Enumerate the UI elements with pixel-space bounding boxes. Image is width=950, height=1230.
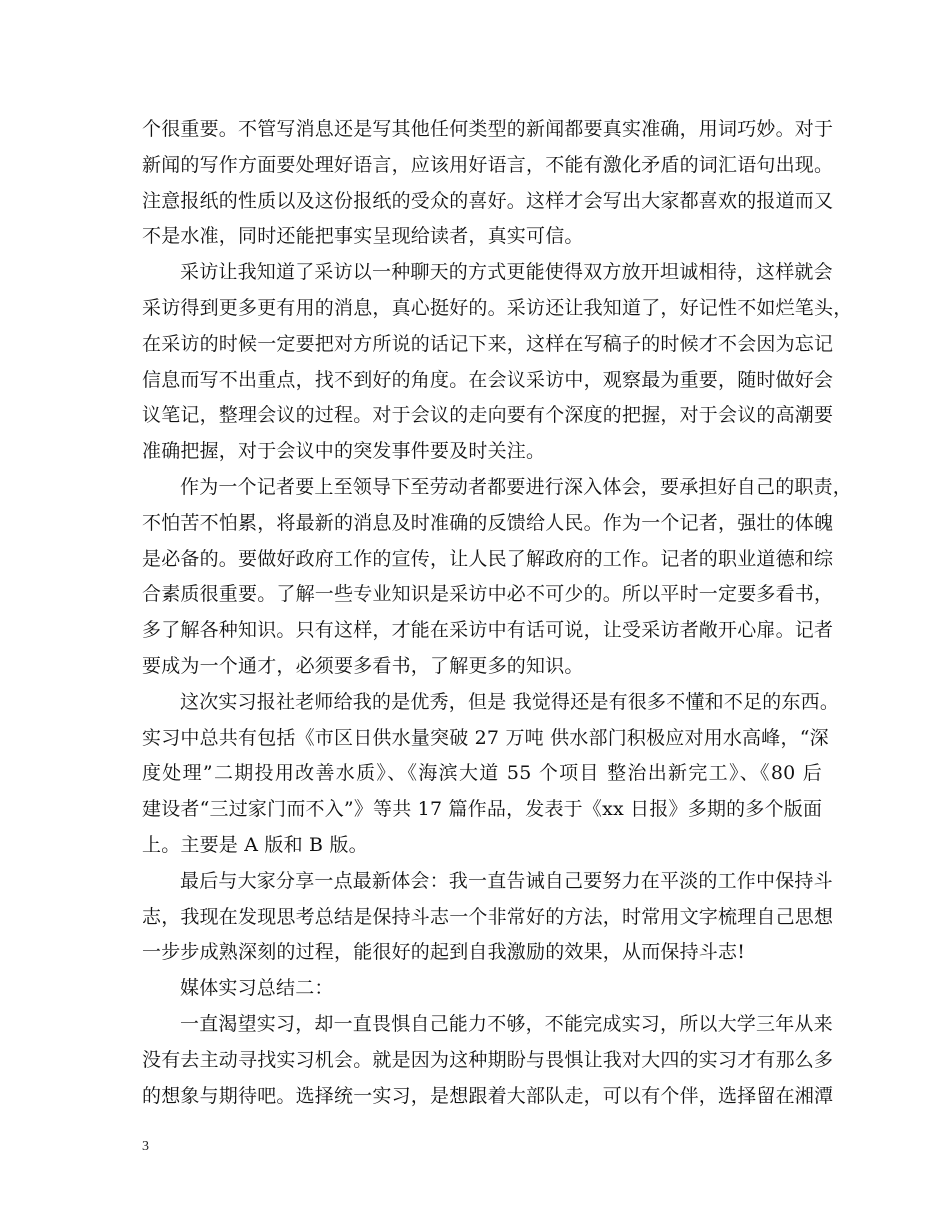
text-line: 志，我现在发现思考总结是保持斗志一个非常好的方法，时常用文字梳理自己思想 bbox=[142, 905, 834, 928]
text-line: 准确把握，对于会议中的突发事件要及时关注。 bbox=[142, 440, 546, 463]
text-line: 建设者“三过家门而不入”》等共 17 篇作品，发表于《xx 日报》多期的多个版面 bbox=[142, 798, 823, 821]
document-body bbox=[142, 112, 853, 1114]
paragraph-first-line: 最后与大家分享一点最新体会：我一直告诫自己要努力在平淡的工作中保持斗 bbox=[180, 869, 833, 892]
paragraph-first-line: 作为一个记者要上至领导下至劳动者都要进行深入体会，要承担好自己的职责， bbox=[180, 475, 853, 498]
paragraph-first-line: 这次实习报社老师给我的是优秀，但是 我觉得还是有很多不懂和不足的东西。 bbox=[180, 690, 840, 713]
text-line: 度处理”二期投用改善水质》、《海滨大道 55 个项目 整治出新完工》、《80 后 bbox=[142, 762, 822, 785]
text-line: 采访得到更多更有用的消息，真心挺好的。采访还让我知道了，好记性不如烂笔头， bbox=[142, 296, 853, 319]
section-heading: 媒体实习总结二： bbox=[180, 977, 334, 1000]
text-line: 合素质很重要。了解一些专业知识是采访中必不可少的。所以平时一定要多看书， bbox=[142, 583, 834, 606]
text-line: 要成为一个通才，必须要多看书，了解更多的知识。 bbox=[142, 654, 584, 677]
text-line: 注意报纸的性质以及这份报纸的受众的喜好。这样才会写出大家都喜欢的报道而又 bbox=[142, 189, 834, 212]
text-line: 没有去主动寻找实习机会。就是因为这种期盼与畏惧让我对大四的实习才有那么多 bbox=[142, 1048, 834, 1071]
text-line: 新闻的写作方面要处理好语言，应该用好语言，不能有激化矛盾的词汇语句出现。 bbox=[142, 153, 834, 176]
text-line: 不怕苦不怕累，将最新的消息及时准确的反馈给人民。作为一个记者，强壮的体魄 bbox=[142, 511, 834, 534]
text-line: 实习中总共有包括《市区日供水量突破 27 万吨 供水部门积极应对用水高峰，“深 bbox=[142, 726, 829, 749]
text-line: 上。主要是 A 版和 B 版。 bbox=[142, 833, 368, 856]
text-line: 在采访的时候一定要把对方所说的话记下来，这样在写稿子的时候才不会因为忘记 bbox=[142, 332, 834, 355]
text-line: 信息而写不出重点，找不到好的角度。在会议采访中，观察最为重要，随时做好会 bbox=[142, 368, 834, 391]
page-number: 3 bbox=[142, 1139, 149, 1154]
text-line: 个很重要。不管写消息还是写其他任何类型的新闻都要真实准确，用词巧妙。对于 bbox=[142, 118, 834, 140]
text-line: 多了解各种知识。只有这样，才能在采访中有话可说，让受采访者敞开心扉。记者 bbox=[142, 619, 834, 642]
text-line: 的想象与期待吧。选择统一实习，是想跟着大部队走，可以有个伴，选择留在湘潭 bbox=[142, 1084, 834, 1107]
text-line: 是必备的。要做好政府工作的宣传，让人民了解政府的工作。记者的职业道德和综 bbox=[142, 547, 834, 570]
paragraph-first-line: 一直渴望实习，却一直畏惧自己能力不够，不能完成实习，所以大学三年从来 bbox=[180, 1012, 833, 1035]
text-line: 不是水准，同时还能把事实呈现给读者，真实可信。 bbox=[142, 225, 584, 248]
text-line: 议笔记，整理会议的过程。对于会议的走向要有个深度的把握，对于会议的高潮要 bbox=[142, 404, 834, 427]
text-line: 一步步成熟深刻的过程，能很好的起到自我激励的效果，从而保持斗志! bbox=[142, 941, 746, 964]
paragraph-first-line: 采访让我知道了采访以一种聊天的方式更能使得双方放开坦诚相待，这样就会 bbox=[180, 261, 833, 284]
